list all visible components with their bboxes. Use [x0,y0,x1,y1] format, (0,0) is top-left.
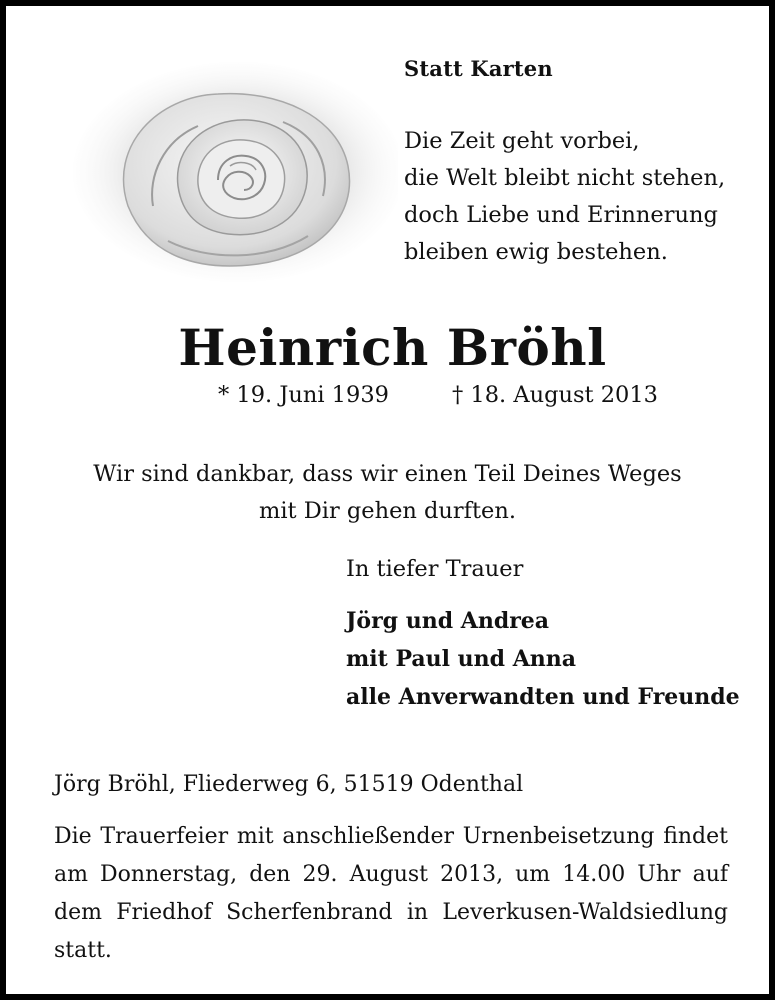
mourning-intro: In tiefer Trauer [346,556,524,582]
poem-line: Die Zeit geht vorbei, [404,128,640,154]
service-line: Die Trauerfeier mit anschließender Urnenbeisetzung findet [54,824,728,849]
service-line: am Donnerstag, den 29. August 2013, um 14.00 Uhr auf [54,862,728,887]
poem-line: doch Liebe und Erinnerung [404,202,718,228]
service-line: statt. [54,938,112,963]
mourners-list [346,602,740,716]
poem-line: die Welt bleibt nicht stehen, [404,165,726,191]
poem [404,123,725,271]
service-info [54,818,728,970]
thanks-line: Wir sind dankbar, dass wir einen Teil Deines Weges [93,461,682,487]
mourner-line: Jörg und Andrea [346,608,550,634]
mourner-line: mit Paul und Anna [346,646,577,672]
death-date: † 18. August 2013 [452,382,658,408]
header-label: Statt Karten [404,56,553,81]
rose-icon [68,56,398,284]
poem-line: bleiben ewig bestehen. [404,239,668,265]
mourner-line: alle Anverwandten und Freunde [346,684,740,710]
birth-date: * 19. Juni 1939 [218,382,389,408]
deceased-name: Heinrich Bröhl [178,318,607,377]
thanks-text [6,456,769,530]
thanks-line: mit Dir gehen durften. [258,498,516,524]
contact-address: Jörg Bröhl, Fliederweg 6, 51519 Odenthal [54,772,524,797]
service-line: dem Friedhof Scherfenbrand in Leverkusen-Waldsiedlung [54,900,728,925]
